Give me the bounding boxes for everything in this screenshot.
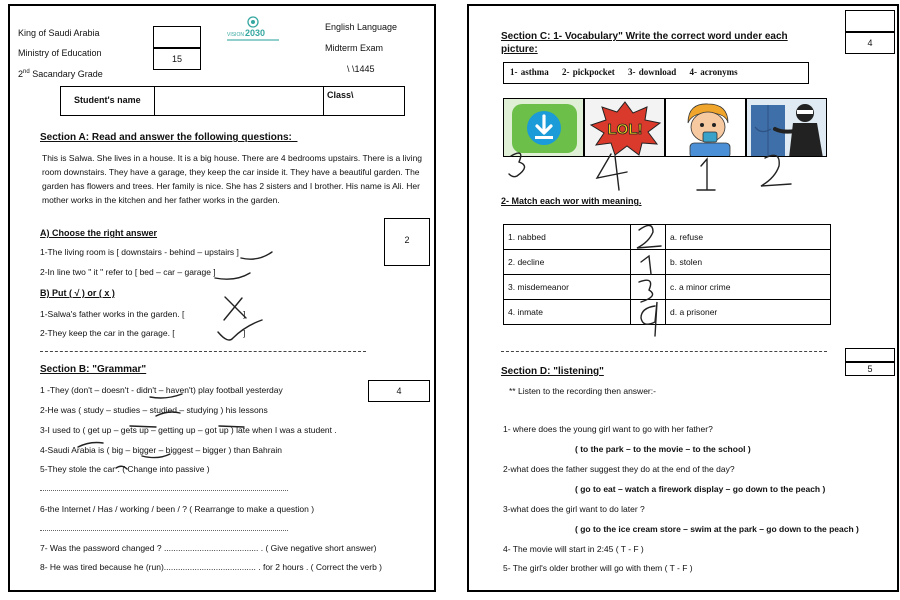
exam-text: Midterm Exam [325,43,384,53]
section-b-score-box: 4 [368,380,430,402]
question-b1-close: ] [243,309,246,319]
country-text: King of Saudi Arabia [18,28,100,38]
vocab-word-4: 4- acronyms [689,67,738,77]
listening-q3-options: ( go to the ice cream store – swim at the park – go down to the peach ) [575,524,859,534]
match-meaning-a: a. refuse [666,225,831,250]
year-text: \ \1445 [347,64,375,74]
class-field[interactable]: Class\ [323,86,405,116]
section-d-score-box: 5 [845,362,895,376]
listening-q2-options: ( go to eat – watch a firework display – go down to the peach ) [575,484,826,494]
listening-q2: 2-what does the father suggest they do at the end of the day? [503,464,735,474]
grammar-q4: 4-Saudi Arabia is ( big – bigger – biggest – bigger ) than Bahrain [40,445,282,455]
listening-instruction: ** Listen to the recording then answer:- [509,386,656,396]
vocab-word-1: 1- asthma [510,67,549,77]
grammar-q6: 6-the Internet / Has / working / been / ? ( Rearrange to make a question ) [40,504,315,514]
left-exam-page [8,4,436,592]
handwritten-marks-matching [469,6,897,590]
match-meaning-b: b. stolen [666,250,831,275]
section-a-title: Section A: Read and answer the following questions:_ [40,132,298,143]
ministry-text: Ministry of Education [18,48,102,58]
grade-text: 2nd Sacandary Grade [18,69,103,79]
reading-passage: This is Salwa. She lives in a house. It is a big house. There are 4 bedrooms upstairs. There is a living room downstairs. They have a garage, they keep the car inside it. They have a beautiful garden. The garden has flowers and trees. Her family is nice. She has 2 sisters and I brother. His name is Ali. Her mother works in the kitchen and her father works in the garden. [42,153,423,205]
question-b2: 2-They keep the car in the garage. [ [40,328,175,338]
right-exam-page [467,4,899,592]
total-score-box: 15 [153,48,201,70]
grammar-q5: 5-They stole the car . ( Change into passive ) [40,464,210,474]
choose-answer-title: A) Choose the right answer [40,228,158,238]
match-meaning-d: d. a prisoner [666,300,831,325]
grammar-q8: 8- He was tired because he (run)....................................... . for 2 hours . ( Correct the verb ) [40,562,383,572]
grammar-q2: 2-He was ( study – studies – studied – studying ) his lessons [40,405,268,415]
match-word-4: 4. inmate [504,300,631,325]
listening-q1: 1- where does the young girl want to go with her father? [503,424,713,434]
true-false-title: B) Put ( √ ) or ( x ) [40,288,115,298]
section-divider-right [501,351,827,352]
question-b2-close: ] [243,328,246,338]
student-name-label: Student's name [60,86,155,116]
lol-text: LOL! [607,121,643,138]
svg-text:2030: 2030 [245,28,266,38]
grammar-q3: 3-I used to ( get up – gets up – getting up – got up ) late when I was a student . [40,425,337,435]
section-d-title: Section D: "listening" [501,366,604,377]
handwritten-marks-section-b [10,6,434,590]
match-meaning-c: c. a minor crime [666,275,831,300]
listening-q3: 3-what does the girl want to do later ? [503,504,645,514]
match-word-1: 1. nabbed [504,225,631,250]
subject-text: English Language [325,22,398,32]
question-a2: 2-In line two " it " refer to [ bed – car – garage ] [40,267,216,277]
vocab-word-3: 3- download [628,67,677,77]
question-b1: 1-Salwa's father works in the garden. [ [40,309,185,319]
listening-q5: 5- The girl's older brother will go with them ( T - F ) [503,563,693,573]
listening-q1-options: ( to the park – to the movie – to the school ) [575,444,751,454]
section-b-title: Section B: "Grammar" [40,364,147,375]
match-word-3: 3. misdemeanor [504,275,631,300]
vocab-word-2: 2- pickpocket [562,67,615,77]
question-a1: 1-The living room is [ downstairs - behind – upstairs ] [40,247,239,257]
section-a-score-box: 2 [384,218,430,266]
section-c-title: Section C: 1- Vocabulary" Write the correct word under each picture: [501,31,788,55]
match-title: 2- Match each wor with meaning. [501,196,642,206]
svg-text:VISION: VISION [227,32,244,38]
grammar-q1: 1 -They (don't – doesn't - didn't – haven't) play football yesterday [40,385,283,395]
section-d-blank-box [845,348,895,362]
section-c-score-box: 4 [845,32,895,54]
match-word-2: 2. decline [504,250,631,275]
listening-q4: 4- The movie will start in 2:45 ( T - F ) [503,544,644,554]
grammar-q7: 7- Was the password changed ? ........................................ . ( Give negative short answer) [40,543,377,553]
